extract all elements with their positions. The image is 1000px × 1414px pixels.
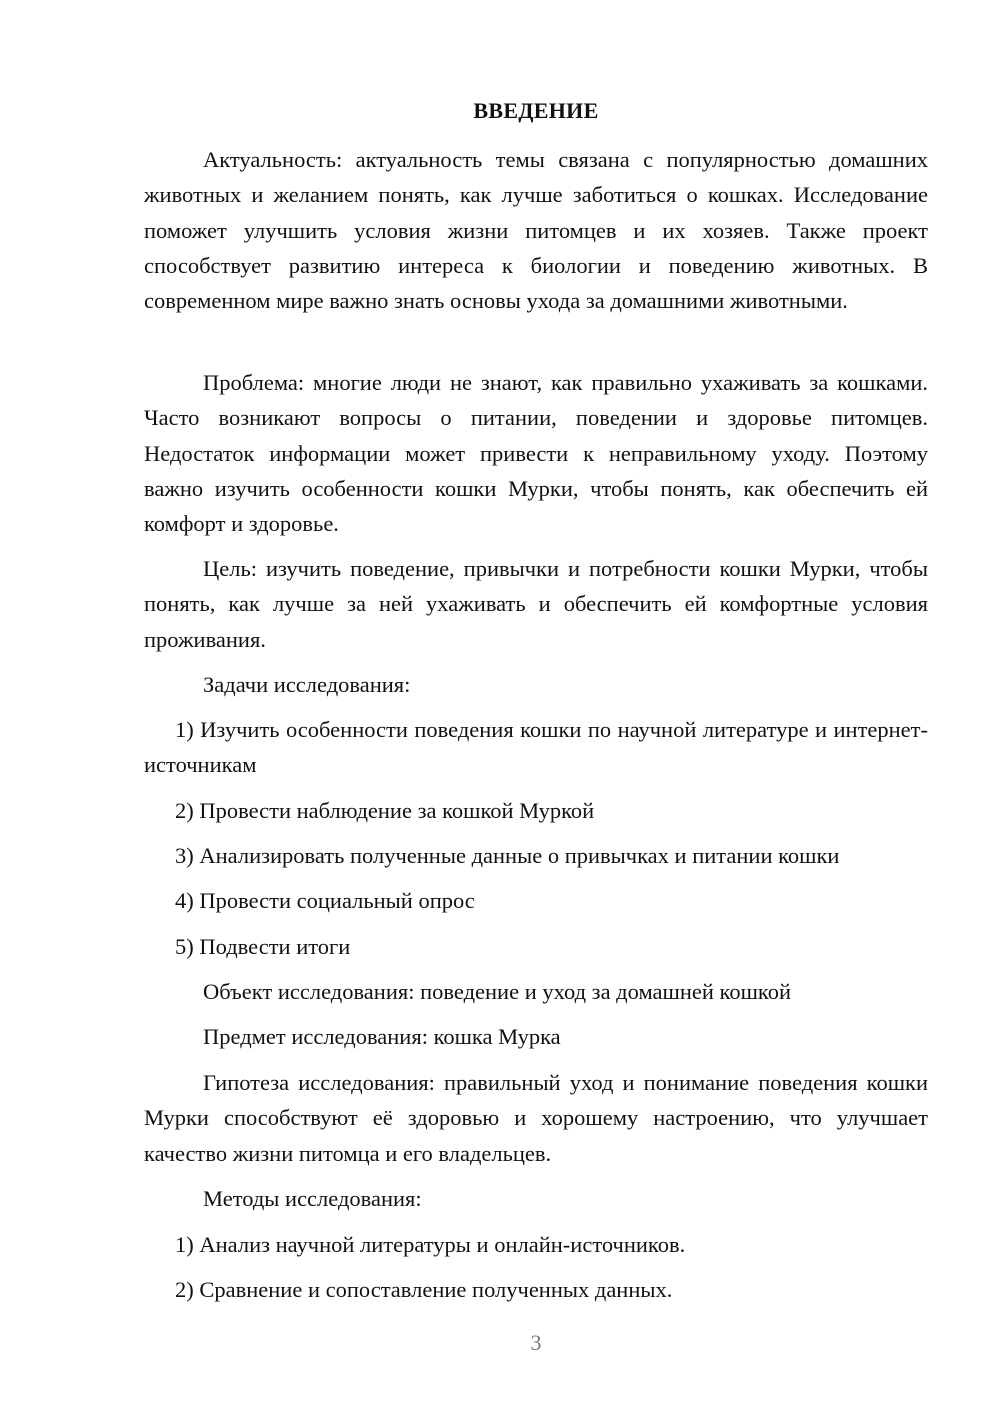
goal-paragraph: Цель: изучить поведение, привычки и потребности кошки Мурки, чтобы понять, как лучше за ней ухаживать и обеспечить ей комфортные условия проживания. [144, 556, 928, 652]
tasks-title: Задачи исследования: [203, 672, 411, 697]
method-item-2: 2) Сравнение и сопоставление полученных данных. [175, 1277, 673, 1302]
hypothesis-paragraph: Гипотеза исследования: правильный уход и понимание поведения кошки Мурки способствуют её здоровью и хорошему настроению, что улучшает качество жизни питомца и его владельцев. [144, 1070, 928, 1166]
subject-paragraph: Предмет исследования: кошка Мурка [203, 1024, 561, 1049]
method-item-1: 1) Анализ научной литературы и онлайн-источников. [175, 1232, 686, 1257]
page-number: 3 [530, 1330, 542, 1355]
task-item-3: 3) Анализировать полученные данные о привычках и питании кошки [175, 843, 840, 868]
section-heading: ВВЕДЕНИЕ [473, 98, 599, 123]
object-paragraph: Объект исследования: поведение и уход за домашней кошкой [203, 979, 791, 1004]
task-item-4: 4) Провести социальный опрос [175, 888, 475, 913]
task-item-1: 1) Изучить особенности поведения кошки по научной литературе и интернет-источникам [144, 717, 928, 778]
problem-paragraph: Проблема: многие люди не знают, как правильно ухаживать за кошками. Часто возникают вопросы о питании, поведении и здоровье питомцев. Недостаток информации может привести к неправильному уходу. Поэтому важно изучить особенности кошки Мурки, чтобы понять, как обеспечить ей комфорт и здоровье. [144, 370, 928, 537]
methods-title: Методы исследования: [203, 1186, 422, 1211]
task-item-2: 2) Провести наблюдение за кошкой Муркой [175, 798, 595, 823]
task-item-5: 5) Подвести итоги [175, 934, 351, 959]
relevance-paragraph: Актуальность: актуальность темы связана с популярностью домашних животных и желанием понять, как лучше заботиться о кошках. Исследование поможет улучшить условия жизни питомцев и их хозяев. Также проект способствует развитию интереса к биологии и поведению животных. В современном мире важно знать основы ухода за домашними животными. [144, 147, 928, 314]
